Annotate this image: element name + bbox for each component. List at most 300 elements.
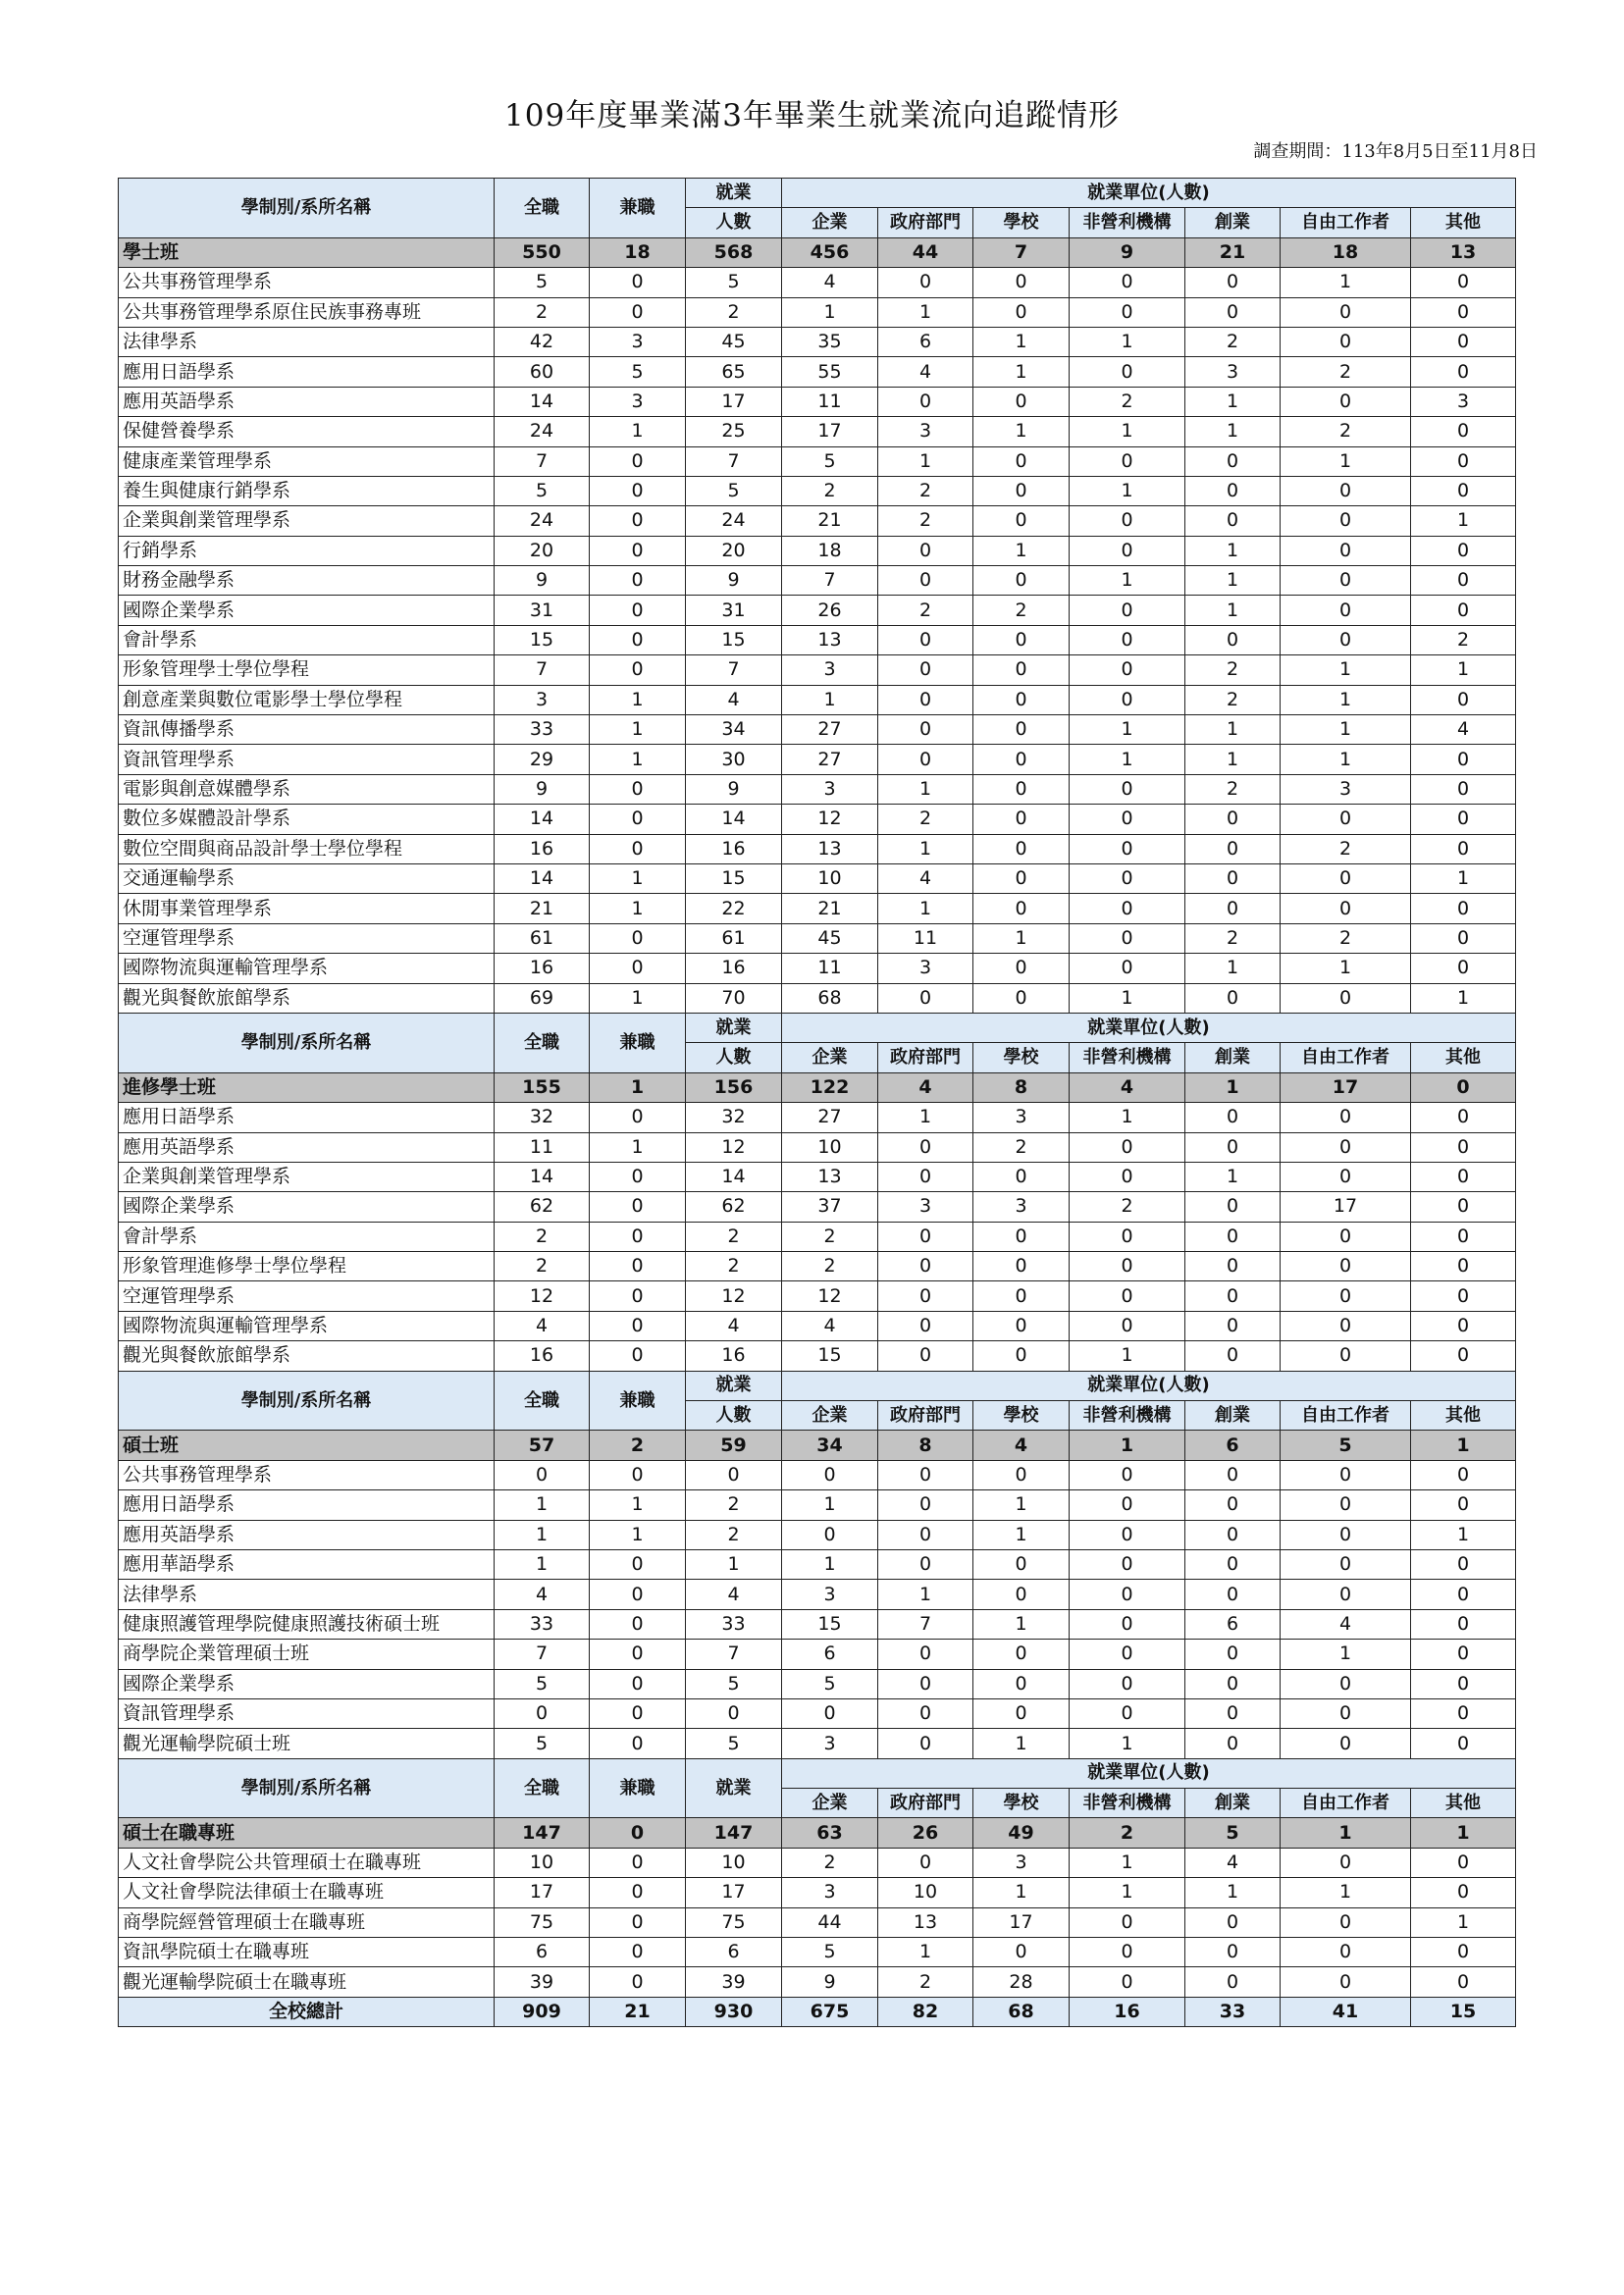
- total-fulltime: 909: [495, 1997, 590, 2026]
- cell-other: 1: [1411, 506, 1516, 536]
- cell-startup: 0: [1185, 834, 1281, 863]
- cell-freelancer: 1: [1281, 1818, 1411, 1848]
- cell-other: 0: [1411, 745, 1516, 774]
- cell-startup: 4: [1185, 1848, 1281, 1877]
- cell-nonprofit: 9: [1070, 237, 1185, 267]
- cell-school: 0: [973, 863, 1070, 893]
- cell-enterprise: 5: [782, 1938, 878, 1967]
- cell-startup: 6: [1185, 1431, 1281, 1460]
- cell-employed: 62: [686, 1192, 782, 1222]
- cell-enterprise: 12: [782, 1281, 878, 1311]
- cell-nonprofit: 1: [1070, 715, 1185, 745]
- cell-school: 1: [973, 1609, 1070, 1639]
- cell-parttime: 0: [590, 1311, 686, 1340]
- cell-startup: 5: [1185, 1818, 1281, 1848]
- section-name: 學士班: [119, 237, 495, 267]
- cell-government: 0: [878, 1669, 973, 1698]
- cell-school: 0: [973, 954, 1070, 983]
- cell-school: 0: [973, 1281, 1070, 1311]
- department-name: 公共事務管理學系: [119, 268, 495, 297]
- cell-other: 0: [1411, 1698, 1516, 1728]
- cell-enterprise: 21: [782, 506, 878, 536]
- cell-parttime: 3: [590, 327, 686, 356]
- cell-fulltime: 5: [495, 268, 590, 297]
- cell-parttime: 0: [590, 506, 686, 536]
- cell-startup: 0: [1185, 1967, 1281, 1997]
- cell-government: 0: [878, 1640, 973, 1669]
- cell-school: 0: [973, 745, 1070, 774]
- cell-government: 13: [878, 1907, 973, 1937]
- cell-fulltime: 60: [495, 357, 590, 387]
- table-row: [119, 1132, 1516, 1162]
- cell-startup: 0: [1185, 1311, 1281, 1340]
- cell-parttime: 0: [590, 774, 686, 804]
- cell-government: 0: [878, 1698, 973, 1728]
- header-unit-school: 學校: [973, 1789, 1070, 1818]
- cell-parttime: 0: [590, 1252, 686, 1281]
- cell-enterprise: 3: [782, 774, 878, 804]
- cell-parttime: 0: [590, 1907, 686, 1937]
- department-name: 電影與創意媒體學系: [119, 774, 495, 804]
- cell-parttime: 0: [590, 446, 686, 476]
- cell-enterprise: 13: [782, 1162, 878, 1191]
- cell-other: 0: [1411, 1848, 1516, 1877]
- cell-employed: 31: [686, 596, 782, 625]
- cell-enterprise: 10: [782, 1132, 878, 1162]
- cell-employed: 14: [686, 1162, 782, 1191]
- cell-school: 0: [973, 1640, 1070, 1669]
- cell-startup: 0: [1185, 446, 1281, 476]
- table-row: [119, 954, 1516, 983]
- cell-school: 0: [973, 774, 1070, 804]
- table-row: [119, 268, 1516, 297]
- cell-enterprise: 3: [782, 1878, 878, 1907]
- table-row: [119, 1252, 1516, 1281]
- department-name: 數位空間與商品設計學士學位學程: [119, 834, 495, 863]
- department-name: 法律學系: [119, 1580, 495, 1609]
- cell-startup: 0: [1185, 268, 1281, 297]
- cell-freelancer: 0: [1281, 1729, 1411, 1758]
- cell-government: 10: [878, 1878, 973, 1907]
- cell-school: 0: [973, 476, 1070, 505]
- header-employed-line1: 就業: [686, 179, 782, 208]
- total-employed: 930: [686, 1997, 782, 2026]
- cell-parttime: 18: [590, 237, 686, 267]
- cell-fulltime: 21: [495, 894, 590, 923]
- cell-employed: 14: [686, 805, 782, 834]
- cell-employed: 4: [686, 1311, 782, 1340]
- cell-government: 0: [878, 625, 973, 654]
- cell-school: 0: [973, 625, 1070, 654]
- cell-enterprise: 13: [782, 834, 878, 863]
- cell-enterprise: 35: [782, 327, 878, 356]
- cell-other: 0: [1411, 1132, 1516, 1162]
- cell-parttime: 0: [590, 596, 686, 625]
- cell-employed: 5: [686, 1729, 782, 1758]
- cell-freelancer: 1: [1281, 1640, 1411, 1669]
- cell-school: 0: [973, 1341, 1070, 1371]
- department-name: 觀光與餐飲旅館學系: [119, 1341, 495, 1371]
- cell-school: 0: [973, 983, 1070, 1013]
- cell-employed: 2: [686, 1490, 782, 1520]
- cell-nonprofit: 0: [1070, 506, 1185, 536]
- cell-enterprise: 68: [782, 983, 878, 1013]
- cell-freelancer: 0: [1281, 863, 1411, 893]
- cell-enterprise: 0: [782, 1460, 878, 1489]
- cell-enterprise: 11: [782, 387, 878, 416]
- cell-freelancer: 0: [1281, 1103, 1411, 1132]
- department-name: 交通運輸學系: [119, 863, 495, 893]
- table-row: [119, 357, 1516, 387]
- cell-freelancer: 1: [1281, 655, 1411, 685]
- cell-parttime: 2: [590, 1431, 686, 1460]
- header-unit-group: 就業單位(人數): [782, 179, 1516, 208]
- cell-parttime: 0: [590, 1609, 686, 1639]
- cell-parttime: 0: [590, 1580, 686, 1609]
- cell-startup: 0: [1185, 297, 1281, 327]
- cell-government: 0: [878, 1341, 973, 1371]
- cell-parttime: 0: [590, 1669, 686, 1698]
- cell-school: 0: [973, 1252, 1070, 1281]
- table-row: [119, 327, 1516, 356]
- cell-enterprise: 27: [782, 1103, 878, 1132]
- department-name: 財務金融學系: [119, 566, 495, 596]
- cell-employed: 16: [686, 954, 782, 983]
- header-dept: 學制別/系所名稱: [119, 1013, 495, 1072]
- department-name: 觀光與餐飲旅館學系: [119, 983, 495, 1013]
- table-row: [119, 1938, 1516, 1967]
- cell-government: 0: [878, 1132, 973, 1162]
- cell-government: 0: [878, 1848, 973, 1877]
- cell-other: 1: [1411, 1907, 1516, 1937]
- cell-government: 1: [878, 834, 973, 863]
- header-row: [119, 179, 1516, 208]
- cell-employed: 16: [686, 834, 782, 863]
- header-unit-nonprofit: 非營利機構: [1070, 1789, 1185, 1818]
- cell-fulltime: 4: [495, 1311, 590, 1340]
- survey-period: 調查期間：113年8月5日至11月8日: [1253, 141, 1538, 162]
- cell-fulltime: 75: [495, 1907, 590, 1937]
- cell-startup: 1: [1185, 417, 1281, 446]
- cell-enterprise: 63: [782, 1818, 878, 1848]
- cell-parttime: 0: [590, 1818, 686, 1848]
- department-name: 人文社會學院法律碩士在職專班: [119, 1878, 495, 1907]
- cell-parttime: 1: [590, 1132, 686, 1162]
- cell-nonprofit: 0: [1070, 1609, 1185, 1639]
- cell-enterprise: 12: [782, 805, 878, 834]
- cell-government: 2: [878, 1967, 973, 1997]
- cell-school: 0: [973, 446, 1070, 476]
- table-row: [119, 1698, 1516, 1728]
- cell-other: 0: [1411, 1878, 1516, 1907]
- cell-startup: 0: [1185, 1222, 1281, 1251]
- section-name: 進修學士班: [119, 1072, 495, 1102]
- cell-freelancer: 0: [1281, 1311, 1411, 1340]
- cell-enterprise: 2: [782, 1848, 878, 1877]
- cell-nonprofit: 0: [1070, 954, 1185, 983]
- cell-school: 0: [973, 1669, 1070, 1698]
- cell-startup: 0: [1185, 1281, 1281, 1311]
- cell-government: 0: [878, 536, 973, 565]
- cell-school: 1: [973, 923, 1070, 953]
- cell-nonprofit: 1: [1070, 1729, 1185, 1758]
- cell-freelancer: 0: [1281, 476, 1411, 505]
- cell-enterprise: 3: [782, 1580, 878, 1609]
- cell-government: 0: [878, 1252, 973, 1281]
- cell-fulltime: 16: [495, 954, 590, 983]
- cell-nonprofit: 0: [1070, 805, 1185, 834]
- cell-parttime: 0: [590, 1698, 686, 1728]
- table-row: [119, 745, 1516, 774]
- cell-fulltime: 5: [495, 1729, 590, 1758]
- cell-government: 0: [878, 268, 973, 297]
- cell-government: 7: [878, 1609, 973, 1639]
- cell-enterprise: 5: [782, 1669, 878, 1698]
- cell-nonprofit: 0: [1070, 1520, 1185, 1549]
- cell-employed: 6: [686, 1938, 782, 1967]
- cell-nonprofit: 0: [1070, 1162, 1185, 1191]
- header-unit-freelancer: 自由工作者: [1281, 1401, 1411, 1431]
- cell-school: 0: [973, 506, 1070, 536]
- cell-fulltime: 62: [495, 1192, 590, 1222]
- header-unit-school: 學校: [973, 1043, 1070, 1072]
- department-name: 會計學系: [119, 625, 495, 654]
- table-row: [119, 685, 1516, 714]
- cell-government: 0: [878, 983, 973, 1013]
- header-unit-school: 學校: [973, 1401, 1070, 1431]
- cell-parttime: 0: [590, 1938, 686, 1967]
- cell-startup: 0: [1185, 625, 1281, 654]
- cell-parttime: 0: [590, 1549, 686, 1579]
- cell-parttime: 1: [590, 1520, 686, 1549]
- cell-fulltime: 2: [495, 1252, 590, 1281]
- cell-enterprise: 4: [782, 1311, 878, 1340]
- header-employed-line2: 人數: [686, 1043, 782, 1072]
- cell-parttime: 0: [590, 655, 686, 685]
- cell-school: 0: [973, 655, 1070, 685]
- cell-fulltime: 14: [495, 387, 590, 416]
- cell-nonprofit: 0: [1070, 1967, 1185, 1997]
- cell-parttime: 0: [590, 536, 686, 565]
- cell-startup: 0: [1185, 894, 1281, 923]
- table-row: [119, 417, 1516, 446]
- department-name: 國際企業學系: [119, 1669, 495, 1698]
- cell-government: 6: [878, 327, 973, 356]
- cell-parttime: 0: [590, 1162, 686, 1191]
- cell-government: 2: [878, 805, 973, 834]
- cell-school: 2: [973, 596, 1070, 625]
- header-dept: 學制別/系所名稱: [119, 1371, 495, 1431]
- cell-freelancer: 0: [1281, 596, 1411, 625]
- cell-enterprise: 55: [782, 357, 878, 387]
- cell-school: 1: [973, 1729, 1070, 1758]
- cell-other: 0: [1411, 536, 1516, 565]
- cell-nonprofit: 0: [1070, 923, 1185, 953]
- cell-other: 1: [1411, 1818, 1516, 1848]
- cell-employed: 22: [686, 894, 782, 923]
- header-employed-line1: 就業: [686, 1371, 782, 1400]
- cell-parttime: 0: [590, 1341, 686, 1371]
- cell-nonprofit: 1: [1070, 983, 1185, 1013]
- cell-school: 1: [973, 357, 1070, 387]
- department-name: 養生與健康行銷學系: [119, 476, 495, 505]
- header-unit-freelancer: 自由工作者: [1281, 208, 1411, 237]
- department-name: 法律學系: [119, 327, 495, 356]
- employment-table: [118, 178, 1516, 2027]
- cell-parttime: 5: [590, 357, 686, 387]
- cell-startup: 2: [1185, 685, 1281, 714]
- cell-fulltime: 12: [495, 1281, 590, 1311]
- cell-employed: 15: [686, 863, 782, 893]
- cell-startup: 1: [1185, 566, 1281, 596]
- cell-other: 0: [1411, 327, 1516, 356]
- cell-employed: 568: [686, 237, 782, 267]
- cell-nonprofit: 0: [1070, 1549, 1185, 1579]
- cell-startup: 0: [1185, 1490, 1281, 1520]
- department-name: 國際物流與運輸管理學系: [119, 1311, 495, 1340]
- cell-startup: 0: [1185, 1460, 1281, 1489]
- cell-fulltime: 14: [495, 805, 590, 834]
- cell-fulltime: 1: [495, 1549, 590, 1579]
- cell-government: 3: [878, 954, 973, 983]
- cell-nonprofit: 0: [1070, 1490, 1185, 1520]
- cell-other: 0: [1411, 596, 1516, 625]
- cell-government: 0: [878, 685, 973, 714]
- table-row: [119, 774, 1516, 804]
- header-dept: 學制別/系所名稱: [119, 1758, 495, 1818]
- cell-school: 7: [973, 237, 1070, 267]
- cell-employed: 16: [686, 1341, 782, 1371]
- cell-other: 1: [1411, 983, 1516, 1013]
- cell-freelancer: 0: [1281, 1967, 1411, 1997]
- cell-school: 1: [973, 327, 1070, 356]
- cell-nonprofit: 0: [1070, 1132, 1185, 1162]
- cell-nonprofit: 0: [1070, 1281, 1185, 1311]
- header-unit-group: 就業單位(人數): [782, 1013, 1516, 1042]
- header-fulltime: 全職: [495, 1013, 590, 1072]
- table-row: [119, 805, 1516, 834]
- header-parttime: 兼職: [590, 1013, 686, 1072]
- cell-employed: 30: [686, 745, 782, 774]
- cell-freelancer: 0: [1281, 983, 1411, 1013]
- table-row: [119, 1490, 1516, 1520]
- cell-freelancer: 2: [1281, 923, 1411, 953]
- cell-employed: 65: [686, 357, 782, 387]
- section-name: 碩士在職專班: [119, 1818, 495, 1848]
- total-row: [119, 1997, 1516, 2026]
- cell-nonprofit: 0: [1070, 596, 1185, 625]
- header-unit-group: 就業單位(人數): [782, 1371, 1516, 1400]
- cell-parttime: 0: [590, 1103, 686, 1132]
- cell-freelancer: 18: [1281, 237, 1411, 267]
- cell-other: 0: [1411, 923, 1516, 953]
- department-name: 國際企業學系: [119, 1192, 495, 1222]
- cell-parttime: 1: [590, 745, 686, 774]
- cell-nonprofit: 1: [1070, 327, 1185, 356]
- cell-fulltime: 4: [495, 1580, 590, 1609]
- cell-nonprofit: 0: [1070, 1311, 1185, 1340]
- cell-nonprofit: 1: [1070, 745, 1185, 774]
- cell-other: 0: [1411, 954, 1516, 983]
- cell-parttime: 0: [590, 1878, 686, 1907]
- cell-freelancer: 1: [1281, 745, 1411, 774]
- cell-freelancer: 0: [1281, 1252, 1411, 1281]
- cell-enterprise: 2: [782, 1222, 878, 1251]
- header-unit-enterprise: 企業: [782, 1043, 878, 1072]
- cell-parttime: 0: [590, 1729, 686, 1758]
- cell-nonprofit: 0: [1070, 1460, 1185, 1489]
- cell-freelancer: 0: [1281, 1907, 1411, 1937]
- cell-employed: 24: [686, 506, 782, 536]
- total-government: 82: [878, 1997, 973, 2026]
- header-unit-other: 其他: [1411, 1401, 1516, 1431]
- table-row: [119, 1580, 1516, 1609]
- cell-enterprise: 7: [782, 566, 878, 596]
- cell-nonprofit: 1: [1070, 566, 1185, 596]
- cell-startup: 1: [1185, 387, 1281, 416]
- department-name: 應用華語學系: [119, 1549, 495, 1579]
- cell-employed: 7: [686, 446, 782, 476]
- cell-nonprofit: 0: [1070, 894, 1185, 923]
- cell-government: 0: [878, 566, 973, 596]
- cell-fulltime: 29: [495, 745, 590, 774]
- cell-fulltime: 6: [495, 1938, 590, 1967]
- table-row: [119, 1549, 1516, 1579]
- cell-employed: 12: [686, 1281, 782, 1311]
- header-unit-government: 政府部門: [878, 1043, 973, 1072]
- cell-freelancer: 0: [1281, 387, 1411, 416]
- cell-school: 0: [973, 1311, 1070, 1340]
- cell-school: 0: [973, 1938, 1070, 1967]
- cell-freelancer: 0: [1281, 1848, 1411, 1877]
- header-parttime: 兼職: [590, 1758, 686, 1818]
- table-row: [119, 1311, 1516, 1340]
- department-name: 應用英語學系: [119, 1132, 495, 1162]
- cell-other: 0: [1411, 417, 1516, 446]
- department-name: 空運管理學系: [119, 1281, 495, 1311]
- cell-government: 2: [878, 476, 973, 505]
- header-unit-startup: 創業: [1185, 1043, 1281, 1072]
- cell-nonprofit: 0: [1070, 1252, 1185, 1281]
- header-unit-other: 其他: [1411, 208, 1516, 237]
- cell-parttime: 0: [590, 954, 686, 983]
- cell-freelancer: 2: [1281, 834, 1411, 863]
- cell-enterprise: 21: [782, 894, 878, 923]
- header-unit-government: 政府部門: [878, 1401, 973, 1431]
- cell-other: 0: [1411, 1609, 1516, 1639]
- department-name: 人文社會學院公共管理碩士在職專班: [119, 1848, 495, 1877]
- total-label: 全校總計: [119, 1997, 495, 2026]
- cell-startup: 0: [1185, 1907, 1281, 1937]
- cell-other: 0: [1411, 268, 1516, 297]
- cell-fulltime: 33: [495, 715, 590, 745]
- cell-fulltime: 17: [495, 1878, 590, 1907]
- department-name: 資訊學院碩士在職專班: [119, 1938, 495, 1967]
- cell-government: 1: [878, 1580, 973, 1609]
- header-dept: 學制別/系所名稱: [119, 179, 495, 238]
- cell-school: 1: [973, 1490, 1070, 1520]
- cell-fulltime: 16: [495, 1341, 590, 1371]
- table-row: [119, 297, 1516, 327]
- cell-parttime: 0: [590, 566, 686, 596]
- cell-other: 1: [1411, 655, 1516, 685]
- cell-government: 0: [878, 1549, 973, 1579]
- cell-other: 0: [1411, 1162, 1516, 1191]
- total-startup: 33: [1185, 1997, 1281, 2026]
- cell-fulltime: 0: [495, 1698, 590, 1728]
- cell-parttime: 1: [590, 715, 686, 745]
- cell-employed: 5: [686, 1669, 782, 1698]
